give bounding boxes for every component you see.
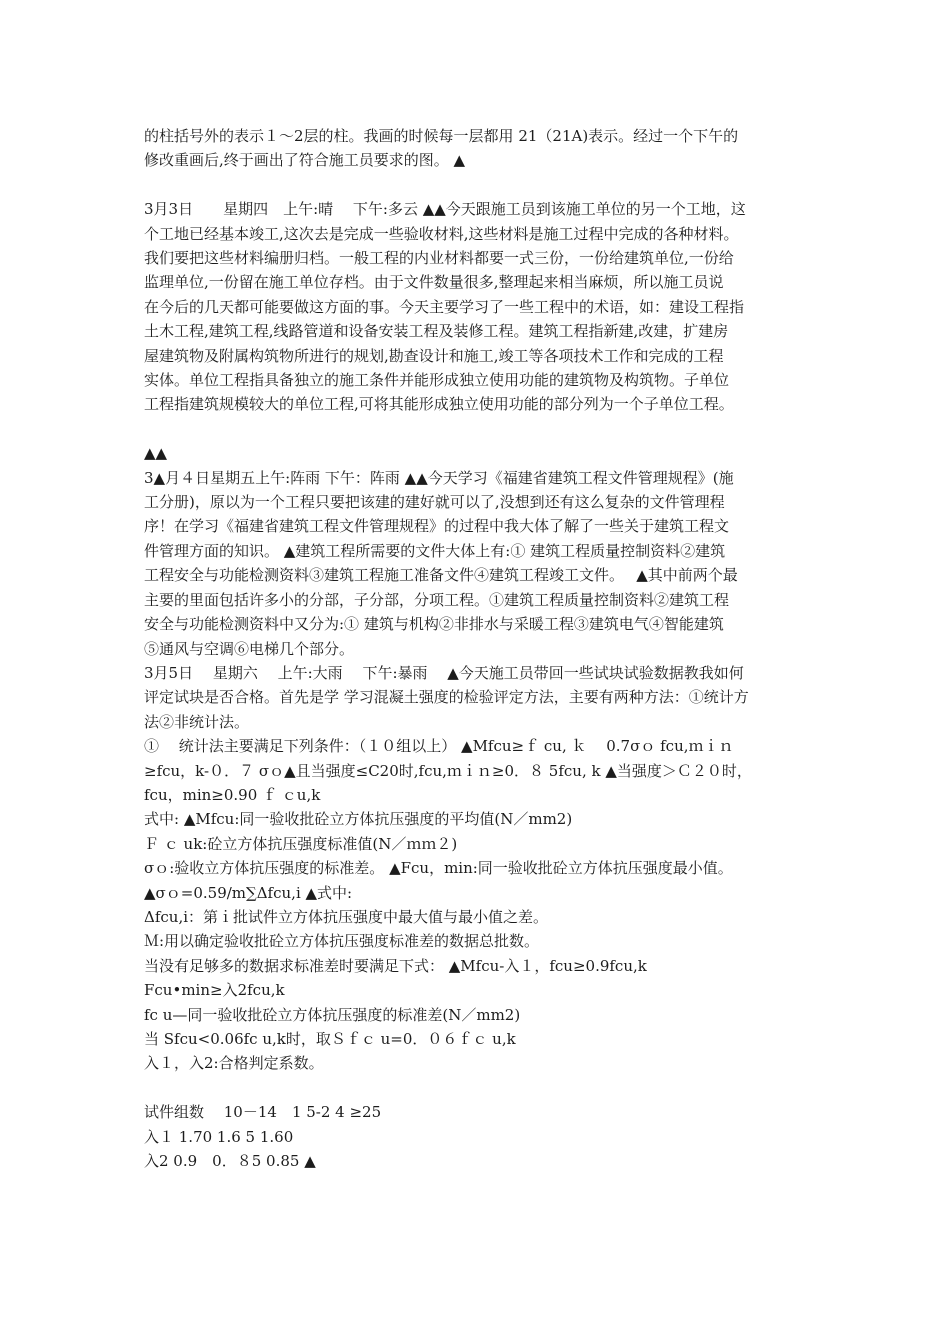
text-line: ⑤通风与空调⑥电梯几个部分。 <box>144 639 355 658</box>
table-header-row: 试件组数 10－14 1 5-2 4 ≥25 <box>144 1103 382 1122</box>
diary-entry-mar4-heading: 3▲月４日星期五上午:阵雨 下午：阵雨 ▲▲今天学习《福建省建筑工程文件管理规程》(施 <box>144 468 734 487</box>
formula-line: ≥fcu，k-０．７ σｏ▲且当强度≤C20时,fcu,ｍｉｎ≥0．８ 5fcu, k ▲当强度＞Ｃ２０时， <box>144 761 752 780</box>
document-page <box>144 124 824 1173</box>
formula-line: ▲σｏ=0.59/m∑Δfcu,i ▲式中: <box>144 883 353 902</box>
text-line: 件管理方面的知识。 ▲建筑工程所需要的文件大体上有:① 建筑工程质量控制资料②建筑 <box>144 541 726 560</box>
text-line: 序！在学习《福建省建筑工程文件管理规程》的过程中我大体了解了一些关于建筑工程文 <box>144 517 730 536</box>
text-line: σｏ:验收立方体抗压强度的标准差。 ▲Fcu，min:同一验收批砼立方体抗压强度最小值。 <box>144 859 733 878</box>
text-line: Ｍ:用以确定验收批砼立方体抗压强度标准差的数据总批数。 <box>144 932 540 951</box>
text-line: 法②非统计法。 <box>144 712 250 731</box>
text-line: Ｆ ｃ uk:砼立方体抗压强度标准值(N／ｍｍ２) <box>144 834 458 853</box>
text-line: 工分册)，原以为一个工程只要把该建的建好就可以了,没想到还有这么复杂的文件管理程 <box>144 493 725 512</box>
text-line: 在今后的几天都可能要做这方面的事。今天主要学习了一些工程中的术语，如：建设工程指 <box>144 297 745 316</box>
text-line: 入１，入2:合格判定系数。 <box>144 1054 324 1073</box>
text-line: 评定试块是否合格。首先是学 学习混凝土强度的检验评定方法，主要有两种方法：①统计方 <box>144 688 749 707</box>
text-line: fc u—同一验收批砼立方体抗压强度的标准差(N／mm2) <box>144 1005 521 1024</box>
text-line: 的柱括号外的表示１～2层的柱。我画的时候每一层都用 21（21A)表示。经过一个下午的 <box>144 127 739 145</box>
formula-line: 当 Sfcu<0.06fc u,k时，取Ｓｆｃ u=0．０６ｆｃ u,k <box>144 1030 516 1048</box>
text-line: 主要的里面包括许多小的分部，子分部，分项工程。①建筑工程质量控制资料②建筑工程 <box>144 590 730 609</box>
formula-line: ① 统计法主要满足下列条件：（１０组以上） ▲Mfcu≥ｆ cu, ｋ 0.7σｏ fcu,ｍｉｎ <box>144 737 734 756</box>
table-row: 入１ 1.70 1.6 5 1.60 <box>144 1127 294 1146</box>
text-line: 工程指建筑规模较大的单位工程,可将其能形成独立使用功能的部分列为一个子单位工程。 <box>144 395 734 414</box>
text-line: 修改重画后,终于画出了符合施工员要求的图。 ▲ <box>144 151 466 170</box>
marker-line: ▲▲ <box>144 444 168 463</box>
formula-line: 当没有足够多的数据求标准差时要满足下式： ▲Mfcu-入１，fcu≥0.9fcu,k <box>144 956 647 975</box>
formula-line: Fcu•min≥入2fcu,k <box>144 981 285 1000</box>
text-line: 屋建筑物及附属构筑物所进行的规划,勘查设计和施工,竣工等各项技术工作和完成的工程 <box>144 346 724 365</box>
formula-line: fcu，min≥0.90 ｆ ｃu,k <box>144 785 321 804</box>
text-line: 个工地已经基本竣工,这次去是完成一些验收材料,这些材料是施工过程中完成的各种材料。 <box>144 224 739 243</box>
diary-entry-mar5-heading: 3月5日 星期六 上午:大雨 下午:暴雨 ▲今天施工员带回一些试块试验数据教我如何 <box>144 663 744 682</box>
text-line: 我们要把这些材料编册归档。一般工程的内业材料都要一式三份，一份给建筑单位,一份给 <box>144 249 734 268</box>
text-line: 工程安全与功能检测资料③建筑工程施工准备文件④建筑工程竣工文件。 ▲其中前两个最 <box>144 566 738 585</box>
diary-entry-mar3-heading: 3月3日 星期四 上午:晴 下午:多云 ▲▲今天跟施工员到该施工单位的另一个工地，这 <box>144 200 746 219</box>
text-line: 式中: ▲Mfcu:同一验收批砼立方体抗压强度的平均值(N／mm2) <box>144 810 573 829</box>
text-line: 监理单位,一份留在施工单位存档。由于文件数量很多,整理起来相当麻烦，所以施工员说 <box>144 273 724 292</box>
table-row: 入2 0.9 0．８5 0.85 ▲ <box>144 1152 316 1171</box>
text-line: 实体。单位工程指具备独立的施工条件并能形成独立使用功能的建筑物及构筑物。子单位 <box>144 371 730 390</box>
text-line: Δfcu,i：第ｉ批试件立方体抗压强度中最大值与最小值之差。 <box>144 907 549 926</box>
text-line: 安全与功能检测资料中又分为:① 建筑与机构②非排水与采暖工程③建筑电气④智能建筑 <box>144 615 724 634</box>
text-line: 土木工程,建筑工程,线路管道和设备安装工程及装修工程。建筑工程指新建,改建，扩建房 <box>144 322 729 341</box>
